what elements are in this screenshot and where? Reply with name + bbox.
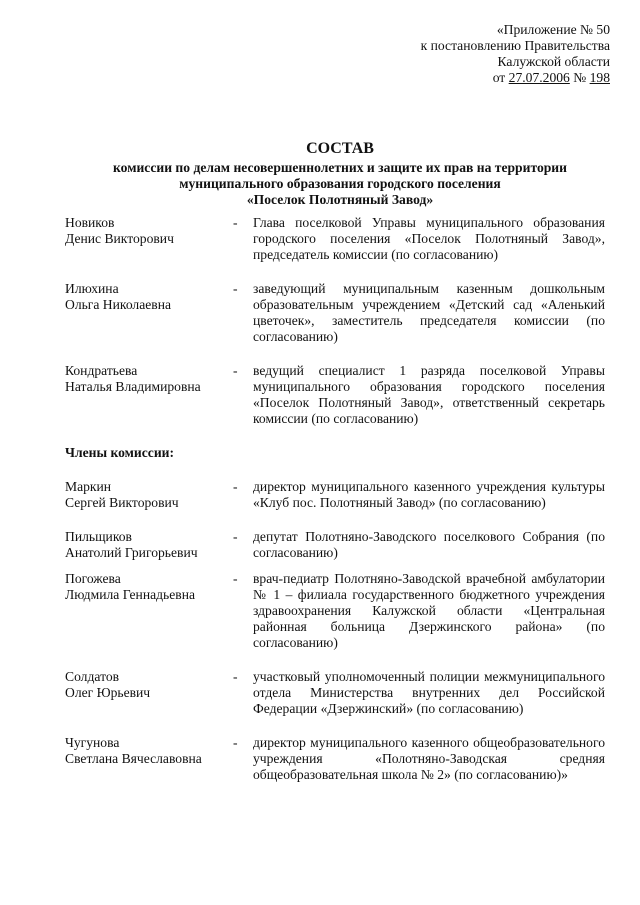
appendix-resolution: к постановлению Правительства [420,38,610,53]
appendix-number-sign: № [569,70,590,85]
member-given-names: Анатолий Григорьевич [65,545,198,560]
member-surname: Чугунова [65,735,120,750]
title-main: СОСТАВ [306,140,374,157]
document-title [60,140,620,208]
dash-separator: - [233,215,238,230]
appendix-region: Калужской области [497,54,610,69]
member-row [65,363,605,427]
member-row [65,669,605,717]
dash-separator: - [233,281,238,296]
member-name [65,735,233,783]
member-row [65,215,605,263]
member-surname: Маркин [65,479,112,494]
title-line-2: муниципального образования городского поселения [179,176,501,191]
dash-separator: - [233,479,238,494]
member-role: Глава поселковой Управы муниципального образования городского поселения «Поселок Полотняный Завод», председатель комиссии (по согласованию) [253,215,605,262]
dash-separator: - [233,529,238,544]
appendix-date-prefix: от [492,70,509,85]
member-name [65,281,233,345]
member-surname: Новиков [65,215,115,230]
member-given-names: Денис Викторович [65,231,174,246]
member-row [65,571,605,651]
dash-separator: - [233,571,238,586]
member-role: участковый уполномоченный полиции межмуниципального отдела Министерства внутренних дел Российской Федерации «Дзержинский» (по согласованию) [253,669,605,716]
member-name [65,669,233,717]
member-surname: Илюхина [65,281,119,296]
member-surname: Солдатов [65,669,120,684]
dash-separator: - [233,669,238,684]
member-given-names: Ольга Николаевна [65,297,172,312]
appendix-date: 27.07.2006 [508,70,570,85]
appendix-doc-number: 198 [589,70,610,85]
commission-list [65,215,605,783]
dash-separator: - [233,735,238,750]
member-row [65,281,605,345]
member-name [65,479,233,511]
member-given-names: Светлана Вячеславовна [65,751,202,766]
member-surname: Кондратьева [65,363,138,378]
member-surname: Пильщиков [65,529,132,544]
appendix-number: «Приложение № 50 [496,22,610,37]
member-given-names: Олег Юрьевич [65,685,151,700]
member-role: директор муниципального казенного учреждения культуры «Клуб пос. Полотняный Завод» (по согласованию) [253,479,605,510]
member-role: заведующий муниципальным казенным дошкольным образовательным учреждением «Детский сад «Аленький цветочек», заместитель председателя комиссии (по согласованию) [253,281,605,344]
member-name [65,215,233,263]
appendix-header [421,22,610,86]
member-name [65,363,233,427]
member-name [65,529,233,561]
member-role: депутат Полотняно-Заводского поселкового Собрания (по согласованию) [253,529,605,560]
member-role: ведущий специалист 1 разряда поселковой Управы муниципального образования городского поселения «Поселок Полотняный Завод», ответственный секретарь комиссии (по согласованию) [253,363,605,426]
member-given-names: Сергей Викторович [65,495,179,510]
member-name [65,571,233,651]
dash-separator: - [233,363,238,378]
member-given-names: Наталья Владимировна [65,379,201,394]
member-row [65,479,605,511]
member-role: врач-педиатр Полотняно-Заводской врачебной амбулатории № 1 – филиала государственного бюджетного учреждения здравоохранения Калужской области «Центральная районная больница Дзержинского района» (по согласованию) [253,571,605,650]
title-line-1: комиссии по делам несовершеннолетних и защите их прав на территории [113,160,567,175]
member-row [65,529,605,561]
member-row [65,735,605,783]
members-heading: Члены комиссии: [65,445,175,460]
member-given-names: Людмила Геннадьевна [65,587,196,602]
title-line-3: «Поселок Полотняный Завод» [246,192,434,207]
member-role: директор муниципального казенного общеобразовательного учреждения «Полотняно-Заводская средняя общеобразовательная школа № 2» (по согласованию)» [253,735,605,782]
appendix-date-line [421,70,610,86]
member-surname: Погожева [65,571,121,586]
